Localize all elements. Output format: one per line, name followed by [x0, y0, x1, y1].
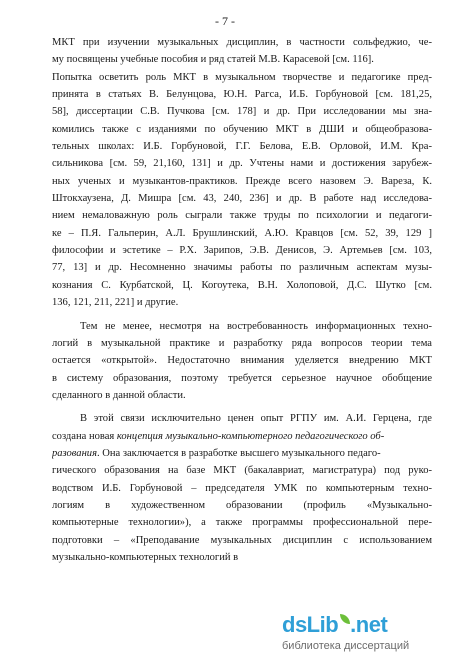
text-line: [52, 445, 432, 462]
italic-concept-end: разования: [52, 447, 97, 459]
text-line: водством И.Б. Горбуновой – председателя УМК по компьютерным техно-: [52, 482, 432, 494]
text-line: сильникова [см. 59, 21,160, 131] и др. Учтены нами и достижения зарубеж-: [52, 158, 432, 170]
text-line: гического образования на базе МКТ (бакалавриат, магистратура) под руко-: [52, 465, 432, 477]
text-segment: . Она заключается в разработке высшего музыкального педаго-: [96, 447, 381, 459]
text-line: тельных школах: И.Б. Горбуновой, Г.Г. Белова, Е.В. Орловой, И.М. Кра-: [52, 141, 432, 153]
text-line: [52, 428, 432, 445]
text-line: логиям в художественном образовании (профиль «Музыкально-: [52, 499, 432, 511]
logo-tld: .net: [350, 612, 388, 637]
logo-main: dsLib: [282, 612, 339, 637]
text-line: 77, 13] и др. Несомненно значимы работы по различным аспектам музы-: [52, 262, 432, 274]
logo-tagline: библиотека диссертаций: [282, 640, 410, 652]
leaf-icon: [340, 614, 350, 624]
text-line: в систему образования, поэтому требуется серьезное научное обобщение: [52, 372, 432, 384]
text-line: принята в статьях В. Белунцова, Ю.Н. Рагса, И.Б. Горбуновой [см. 181,25,: [52, 89, 432, 101]
text-line: кознания С. Курбатской, Ц. Когоутека, В.Н. Холоповой, Д.С. Шутко [см.: [52, 279, 432, 291]
text-line: 136, 121, 211, 221] и другие.: [52, 297, 179, 309]
text-line: комились также с изданиями по обучению МКТ в ДШИ и общеобразова-: [52, 123, 432, 135]
italic-concept: концепция музыкально-компьютерного педагогического об-: [116, 430, 385, 442]
text-line: ных ученых и музыкантов-практиков. Прежде всего назовем Э. Вареза, К.: [52, 175, 432, 187]
text-line: 58], диссертации С.В. Пучкова [см. 178] и др. При исследовании мы зна-: [52, 106, 432, 118]
dslib-logo[interactable]: [282, 612, 442, 638]
dslib-watermark[interactable]: [282, 612, 442, 652]
text-line: остается «открытой». Недостаточно внимания уделяется внедрению МКТ: [52, 355, 432, 367]
text-line: В этой связи исключительно ценен опыт РГПУ им. А.И. Герцена, где: [80, 413, 432, 425]
page-number: - 7 -: [215, 14, 235, 28]
text-line: Тем не менее, несмотря на востребованность информационных техно-: [80, 320, 432, 332]
text-line: музыкально-компьютерных технологий в: [52, 551, 239, 563]
text-segment: создана новая: [52, 430, 115, 442]
text-line: подготовки – «Преподавание музыкальных дисциплин с использованием: [52, 534, 432, 546]
text-line: компьютерные технологии»), а также программы профессиональной пере-: [52, 517, 432, 529]
body-text: [52, 34, 432, 566]
text-line: Штокхаузена, Д. Мишра [см. 43, 240, 236] и др. В работе над исследова-: [52, 193, 432, 205]
text-line: МКТ при изучении музыкальных дисциплин, в частности сольфеджио, че-: [52, 37, 432, 48]
text-line: логий в музыкальной практике и разработку ряда вопросов теории тема: [52, 337, 432, 349]
text-line: нием немаловажную роль сыграли также труды по психологии и педагоги-: [52, 210, 432, 222]
text-line: философии и эстетике – Р.Х. Зарипов, Э.В. Денисов, Э. Артемьев [см. 103,: [52, 245, 432, 257]
text-line: Попытка осветить роль МКТ в музыкальном творчестве и педагогике пред-: [52, 71, 432, 83]
text-line: сделанного в данной области.: [52, 389, 186, 401]
text-line: му посвящены учебные пособия и ряд статей М.В. Карасевой [см. 116].: [52, 54, 374, 66]
text-line: ке – П.Я. Гальперин, А.Л. Брушлинский, А.Ю. Кравцов [см. 52, 39, 129 ]: [52, 227, 432, 239]
